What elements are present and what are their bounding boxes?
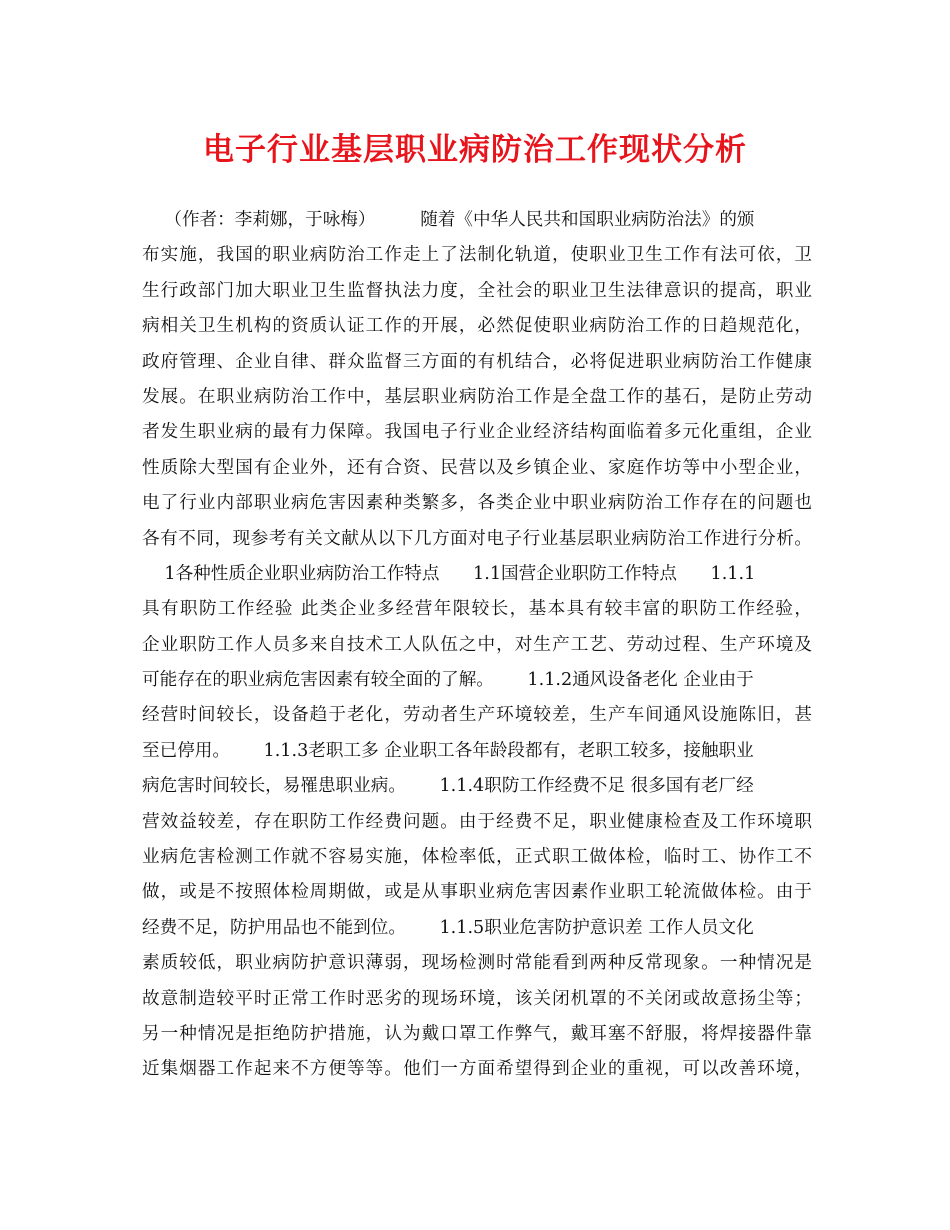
text-line: 电了行业内部职业病危害因素种类繁多，各类企业中职业病防治工作存在的问题也 <box>142 493 812 514</box>
text-line: 性质除大型国有企业外，还有合资、民营以及乡镇企业、家庭作坊等中小型企业， <box>142 457 812 478</box>
text-line: 生行政部门加大职业卫生监督执法力度，全社会的职业卫生法律意识的提高，职业 <box>142 280 812 301</box>
document-title: 电子行业基层职业病防治工作现状分析 <box>203 132 747 168</box>
text-line: 营效益较差，存在职防工作经费问题。由于经费不足，职业健康检查及工作环境职 <box>142 811 812 832</box>
text-line: 至已停用。 1.1.3老职工多 企业职工各年龄段都有，老职工较多，接触职业 <box>142 740 754 761</box>
text-line: 素质较低，职业病防护意识薄弱，现场检测时常能看到两种反常现象。一种情况是 <box>142 953 812 974</box>
text-line: 近集烟器工作起来不方便等等。他们一方面希望得到企业的重视，可以改善环境， <box>142 1059 812 1080</box>
text-line: 病危害时间较长，易罹患职业病。 1.1.4职防工作经费不足 很多国有老厂经 <box>142 776 754 797</box>
text-line: 经营时间较长，设备趋于老化，劳动者生产环境较差，生产车间通风设施陈旧，甚 <box>142 705 812 726</box>
text-line: 具有职防工作经验 此类企业多经营年限较长，基本具有较丰富的职防工作经验， <box>142 599 812 620</box>
text-line: 经费不足，防护用品也不能到位。 1.1.5职业危害防护意识差 工作人员文化 <box>142 917 754 938</box>
text-line: 故意制造较平时正常工作时恶劣的现场环境，该关闭机罩的不关闭或故意扬尘等； <box>142 988 812 1009</box>
text-line: 布实施，我国的职业病防治工作走上了法制化轨道，使职业卫生工作有法可依，卫 <box>142 245 812 266</box>
text-line: 可能存在的职业病危害因素有较全面的了解。 1.1.2通风设备老化 企业由于 <box>142 670 754 691</box>
text-line: （作者：李莉娜，于咏梅） 随着《中华人民共和国职业病防治法》的颁 <box>142 210 755 230</box>
text-line: 企业职防工作人员多来自技术工人队伍之中，对生产工艺、劳动过程、生产环境及 <box>142 634 812 655</box>
text-line: 各有不同，现参考有关文献从以下几方面对电子行业基层职业病防治工作进行分析。 <box>142 528 812 549</box>
text-line: 做，或是不按照体检周期做，或是从事职业病危害因素作业职工轮流做体检。由于 <box>142 882 812 903</box>
text-line: 另一种情况是拒绝防护措施，认为戴口罩工作弊气，戴耳塞不舒服，将焊接器件靠 <box>142 1023 812 1044</box>
text-line: 发展。在职业病防治工作中，基层职业病防治工作是全盘工作的基石，是防止劳动 <box>142 386 812 407</box>
body-text <box>142 203 812 1088</box>
text-line: 病相关卫生机构的资质认证工作的开展，必然促使职业病防治工作的日趋规范化， <box>142 316 812 337</box>
text-line: 业病危害检测工作就不容易实施，体检率低，正式职工做体检，临时工、协作工不 <box>142 847 812 868</box>
text-line: 政府管理、企业自律、群众监督三方面的有机结合，必将促进职业病防治工作健康 <box>142 351 812 372</box>
text-line: 1各种性质企业职业病防治工作特点 1.1国营企业职防工作特点 1.1.1 <box>142 563 756 584</box>
text-line: 者发生职业病的最有力保障。我国电子行业企业经济结构面临着多元化重组，企业 <box>142 422 812 443</box>
